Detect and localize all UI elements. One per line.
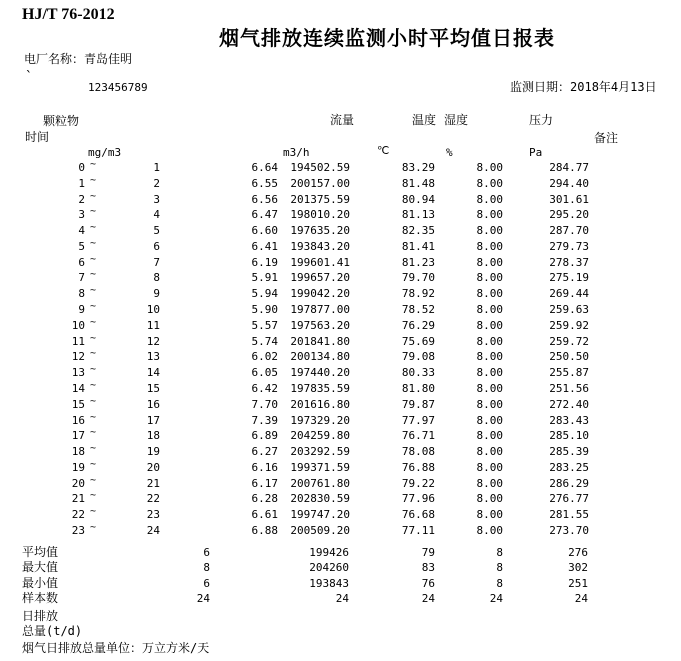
table-row <box>0 318 681 334</box>
table-row <box>0 491 681 507</box>
time-end: 5 <box>153 224 160 238</box>
pressure-value: 294.40 <box>549 176 589 190</box>
temperature-value: 83 <box>421 561 435 575</box>
monitor-date-value: 2018年4月13日 <box>570 80 657 94</box>
time-end: 12 <box>146 334 160 348</box>
time-end: 15 <box>146 381 160 395</box>
summary-row <box>0 576 681 591</box>
temperature-value: 81.80 <box>401 381 435 395</box>
table-row <box>0 428 681 444</box>
humidity-value: 8.00 <box>476 381 503 395</box>
temperature-value: 81.13 <box>401 208 435 222</box>
pressure-value: 279.73 <box>549 239 589 253</box>
pressure-value: 295.20 <box>549 208 589 222</box>
plant-name-label: 电厂名称： <box>24 52 85 66</box>
particulate-value: 6 <box>203 576 210 590</box>
pressure-value: 284.77 <box>549 161 589 174</box>
humidity-value: 8.00 <box>476 287 503 301</box>
pressure-value: 269.44 <box>549 287 589 301</box>
time-start: 20 <box>71 476 85 490</box>
tilde-mark: ~ <box>90 159 97 170</box>
pressure-value: 273.70 <box>549 523 589 537</box>
pressure-value: 251.56 <box>549 381 589 395</box>
flow-value: 197329.20 <box>290 413 350 427</box>
monitor-date-line <box>510 78 657 95</box>
table-row <box>0 507 681 523</box>
time-start: 4 <box>78 224 85 238</box>
flow-value: 200134.80 <box>290 350 350 364</box>
temperature-value: 76.29 <box>401 318 435 332</box>
tilde-mark: ~ <box>90 427 97 439</box>
pressure-value: 259.63 <box>549 303 589 317</box>
particulate-value: 6.19 <box>251 255 278 269</box>
time-start: 14 <box>71 381 85 395</box>
pressure-value: 272.40 <box>549 397 589 411</box>
time-start: 17 <box>71 429 85 443</box>
particulate-value: 6.42 <box>251 381 278 395</box>
tilde-mark: ~ <box>90 285 97 297</box>
col-header-pressure: 压力 <box>529 113 554 127</box>
particulate-value: 6.41 <box>251 239 278 253</box>
time-start: 12 <box>71 350 85 364</box>
pressure-value: 286.29 <box>549 476 589 490</box>
summary-row <box>0 545 681 560</box>
pressure-value: 287.70 <box>549 224 589 238</box>
humidity-value: 8.00 <box>476 334 503 348</box>
flow-value: 200157.00 <box>290 176 350 190</box>
tilde-mark: ~ <box>90 506 97 518</box>
monitor-date-label: 监测日期： <box>510 80 571 94</box>
pressure-value: 278.37 <box>549 255 589 269</box>
table-row <box>0 349 681 365</box>
particulate-value: 6.61 <box>251 508 278 522</box>
tilde-mark: ~ <box>90 301 97 313</box>
humidity-value: 8.00 <box>476 397 503 411</box>
temperature-value: 81.23 <box>401 255 435 269</box>
tilde-mark: ~ <box>90 316 97 328</box>
particulate-value: 5.57 <box>251 318 278 332</box>
humidity-value: 8.00 <box>476 350 503 364</box>
flow-value: 194502.59 <box>290 161 350 174</box>
serial-number: 123456789 <box>88 81 148 94</box>
particulate-value: 24 <box>196 591 210 605</box>
humidity-value: 8.00 <box>476 476 503 490</box>
standard-code: HJ/T 76-2012 <box>22 6 115 23</box>
time-end: 11 <box>146 318 160 332</box>
humidity-value: 8.00 <box>476 460 503 474</box>
humidity-value: 8.00 <box>476 239 503 253</box>
temperature-value: 80.94 <box>401 192 435 206</box>
humidity-value: 8.00 <box>476 413 503 427</box>
temperature-value: 79.08 <box>401 350 435 364</box>
table-row <box>0 302 681 318</box>
temperature-value: 79.22 <box>401 476 435 490</box>
time-end: 17 <box>146 413 160 427</box>
pressure-value: 283.43 <box>549 413 589 427</box>
time-start: 19 <box>71 460 85 474</box>
particulate-value: 7.70 <box>251 397 278 411</box>
particulate-value: 6.89 <box>251 429 278 443</box>
unit-particulate: mg/m3 <box>88 146 122 159</box>
temperature-value: 77.11 <box>401 523 435 537</box>
pressure-value: 251 <box>568 576 588 590</box>
time-end: 19 <box>146 445 160 459</box>
temperature-value: 24 <box>421 591 435 605</box>
flow-value: 199042.20 <box>290 287 350 301</box>
tilde-mark: ~ <box>90 395 97 407</box>
flow-value: 197877.00 <box>290 303 350 317</box>
tilde-mark: ~ <box>90 348 97 360</box>
table-row <box>0 239 681 255</box>
tilde-mark: ~ <box>90 174 97 186</box>
table-row <box>0 255 681 271</box>
tilde-mark: ~ <box>90 206 97 218</box>
pressure-value: 250.50 <box>549 350 589 364</box>
temperature-value: 76.88 <box>401 460 435 474</box>
humidity-value: 8.00 <box>476 508 503 522</box>
daily-emission-total-label: 总量(t/d) <box>22 624 83 638</box>
col-header-temperature: 温度 <box>412 113 437 127</box>
time-start: 7 <box>78 271 85 285</box>
time-end: 3 <box>153 192 160 206</box>
humidity-value: 8.00 <box>476 271 503 285</box>
particulate-value: 7.39 <box>251 413 278 427</box>
humidity-value: 8.00 <box>476 208 503 222</box>
flow-value: 200761.80 <box>290 476 350 490</box>
tilde-mark: ~ <box>90 269 97 281</box>
temperature-value: 75.69 <box>401 334 435 348</box>
particulate-value: 6.56 <box>251 192 278 206</box>
flow-value: 200509.20 <box>290 523 350 537</box>
flow-value: 24 <box>335 591 349 605</box>
flow-value: 199657.20 <box>290 271 350 285</box>
time-end: 21 <box>146 476 160 490</box>
daily-emission-label: 日排放 <box>22 609 59 623</box>
time-end: 14 <box>146 366 160 380</box>
table-row <box>0 192 681 208</box>
table-row <box>0 160 681 176</box>
temperature-value: 76 <box>421 576 435 590</box>
particulate-value: 5.94 <box>251 287 278 301</box>
temperature-value: 79 <box>421 546 435 559</box>
pressure-value: 255.87 <box>549 366 589 380</box>
time-start: 3 <box>78 208 85 222</box>
time-end: 10 <box>146 303 160 317</box>
tilde-mark: ~ <box>90 237 97 249</box>
time-end: 24 <box>146 523 160 537</box>
col-header-remark: 备注 <box>594 131 619 145</box>
pressure-value: 259.72 <box>549 334 589 348</box>
time-end: 4 <box>153 208 160 222</box>
temperature-value: 77.97 <box>401 413 435 427</box>
table-row <box>0 223 681 239</box>
tilde-mark: ~ <box>90 190 97 202</box>
tilde-mark: ~ <box>90 253 97 265</box>
particulate-value: 6.05 <box>251 366 278 380</box>
time-end: 22 <box>146 492 160 506</box>
table-row <box>0 523 681 539</box>
time-end: 6 <box>153 239 160 253</box>
tilde-mark: ~ <box>90 474 97 486</box>
col-header-flow: 流量 <box>330 113 355 127</box>
pressure-value: 275.19 <box>549 271 589 285</box>
pressure-value: 285.39 <box>549 445 589 459</box>
time-start: 22 <box>71 508 85 522</box>
page-title: 烟气排放连续监测小时平均值日报表 <box>219 26 555 50</box>
summary-label: 样本数 <box>22 590 59 605</box>
humidity-value: 8.00 <box>476 192 503 206</box>
time-start: 8 <box>78 287 85 301</box>
tilde-mark: ~ <box>90 521 97 533</box>
humidity-value: 8 <box>496 576 503 590</box>
flow-value: 203292.59 <box>290 445 350 459</box>
temperature-value: 78.92 <box>401 287 435 301</box>
hourly-rows <box>0 160 681 539</box>
temperature-value: 79.70 <box>401 271 435 285</box>
particulate-value: 6.27 <box>251 445 278 459</box>
pressure-value: 276 <box>568 546 588 559</box>
time-end: 13 <box>146 350 160 364</box>
temperature-value: 80.33 <box>401 366 435 380</box>
flow-value: 193843 <box>309 576 349 590</box>
footer-unit-note: 烟气日排放总量单位：万立方米/天 <box>22 641 210 655</box>
humidity-value: 24 <box>489 591 503 605</box>
col-header-time: 时间 <box>25 130 50 144</box>
col-header-humidity: 湿度 <box>444 113 469 127</box>
summary-label: 最大值 <box>22 560 59 575</box>
temperature-value: 78.52 <box>401 303 435 317</box>
time-start: 23 <box>71 523 85 537</box>
summary-row <box>0 560 681 575</box>
time-end: 18 <box>146 429 160 443</box>
temperature-value: 81.48 <box>401 176 435 190</box>
time-end: 2 <box>153 176 160 190</box>
flow-value: 201616.80 <box>290 397 350 411</box>
humidity-value: 8.00 <box>476 161 503 174</box>
summary-rows <box>0 545 681 606</box>
time-start: 5 <box>78 239 85 253</box>
tick-mark: ` <box>25 70 33 85</box>
particulate-value: 6.17 <box>251 476 278 490</box>
tilde-mark: ~ <box>90 364 97 376</box>
particulate-value: 5.74 <box>251 334 278 348</box>
temperature-value: 76.68 <box>401 508 435 522</box>
time-end: 9 <box>153 287 160 301</box>
time-end: 20 <box>146 460 160 474</box>
time-start: 6 <box>78 255 85 269</box>
flow-value: 199601.41 <box>290 255 350 269</box>
particulate-value: 6.47 <box>251 208 278 222</box>
humidity-value: 8.00 <box>476 445 503 459</box>
time-start: 15 <box>71 397 85 411</box>
tilde-mark: ~ <box>90 379 97 391</box>
time-start: 1 <box>78 176 85 190</box>
humidity-value: 8.00 <box>476 523 503 537</box>
temperature-value: 81.41 <box>401 239 435 253</box>
unit-temperature: ℃ <box>377 144 390 157</box>
flow-value: 197835.59 <box>290 381 350 395</box>
temperature-value: 82.35 <box>401 224 435 238</box>
pressure-value: 24 <box>574 591 588 605</box>
flow-value: 197635.20 <box>290 224 350 238</box>
flow-value: 193843.20 <box>290 239 350 253</box>
time-start: 0 <box>78 161 85 174</box>
flow-value: 201841.80 <box>290 334 350 348</box>
pressure-value: 259.92 <box>549 318 589 332</box>
pressure-value: 302 <box>568 561 588 575</box>
plant-name-line <box>24 50 132 67</box>
flow-value: 199371.59 <box>290 460 350 474</box>
table-row <box>0 444 681 460</box>
humidity-value: 8.00 <box>476 429 503 443</box>
table-row <box>0 397 681 413</box>
tilde-mark: ~ <box>90 458 97 470</box>
time-start: 9 <box>78 303 85 317</box>
pressure-value: 276.77 <box>549 492 589 506</box>
particulate-value: 6.28 <box>251 492 278 506</box>
humidity-value: 8.00 <box>476 303 503 317</box>
time-start: 16 <box>71 413 85 427</box>
particulate-value: 5.91 <box>251 271 278 285</box>
unit-pressure: Pa <box>529 146 543 159</box>
particulate-value: 6.60 <box>251 224 278 238</box>
humidity-value: 8.00 <box>476 255 503 269</box>
particulate-value: 5.90 <box>251 303 278 317</box>
flow-value: 198010.20 <box>290 208 350 222</box>
table-row <box>0 176 681 192</box>
time-end: 7 <box>153 255 160 269</box>
table-row <box>0 365 681 381</box>
particulate-value: 6.88 <box>251 523 278 537</box>
time-start: 2 <box>78 192 85 206</box>
temperature-value: 79.87 <box>401 397 435 411</box>
tilde-mark: ~ <box>90 332 97 344</box>
table-row <box>0 334 681 350</box>
time-end: 8 <box>153 271 160 285</box>
tilde-mark: ~ <box>90 411 97 423</box>
flow-value: 204259.80 <box>290 429 350 443</box>
time-start: 13 <box>71 366 85 380</box>
particulate-value: 6 <box>203 546 210 559</box>
flow-value: 202830.59 <box>290 492 350 506</box>
particulate-value: 6.02 <box>251 350 278 364</box>
flow-value: 204260 <box>309 561 349 575</box>
tilde-mark: ~ <box>90 490 97 502</box>
humidity-value: 8.00 <box>476 224 503 238</box>
flow-value: 199426 <box>309 546 349 559</box>
particulate-value: 8 <box>203 561 210 575</box>
summary-label: 平均值 <box>22 545 59 559</box>
temperature-value: 83.29 <box>401 161 435 174</box>
unit-flow: m3/h <box>283 146 310 159</box>
summary-row <box>0 591 681 606</box>
time-start: 18 <box>71 445 85 459</box>
humidity-value: 8.00 <box>476 318 503 332</box>
pressure-value: 301.61 <box>549 192 589 206</box>
humidity-value: 8.00 <box>476 492 503 506</box>
summary-label: 最小值 <box>22 575 59 590</box>
particulate-value: 6.16 <box>251 460 278 474</box>
time-start: 10 <box>71 318 85 332</box>
time-end: 1 <box>153 161 160 174</box>
flow-value: 197563.20 <box>290 318 350 332</box>
tilde-mark: ~ <box>90 443 97 455</box>
table-row <box>0 413 681 429</box>
particulate-value: 6.55 <box>251 176 278 190</box>
tilde-mark: ~ <box>90 222 97 234</box>
table-row <box>0 460 681 476</box>
table-row <box>0 381 681 397</box>
temperature-value: 78.08 <box>401 445 435 459</box>
time-start: 11 <box>71 334 85 348</box>
flow-value: 201375.59 <box>290 192 350 206</box>
plant-name-value: 青岛佳明 <box>84 52 133 66</box>
humidity-value: 8 <box>496 561 503 575</box>
table-row <box>0 286 681 302</box>
time-end: 23 <box>146 508 160 522</box>
table-row <box>0 207 681 223</box>
unit-humidity: % <box>446 146 453 159</box>
humidity-value: 8.00 <box>476 176 503 190</box>
table-row <box>0 270 681 286</box>
humidity-value: 8 <box>496 546 503 559</box>
time-start: 21 <box>71 492 85 506</box>
pressure-value: 285.10 <box>549 429 589 443</box>
time-end: 16 <box>146 397 160 411</box>
temperature-value: 76.71 <box>401 429 435 443</box>
temperature-value: 77.96 <box>401 492 435 506</box>
humidity-value: 8.00 <box>476 366 503 380</box>
flow-value: 199747.20 <box>290 508 350 522</box>
flow-value: 197440.20 <box>290 366 350 380</box>
col-header-particulate: 颗粒物 <box>43 114 80 128</box>
pressure-value: 283.25 <box>549 460 589 474</box>
particulate-value: 6.64 <box>251 161 278 174</box>
pressure-value: 281.55 <box>549 508 589 522</box>
table-row <box>0 476 681 492</box>
